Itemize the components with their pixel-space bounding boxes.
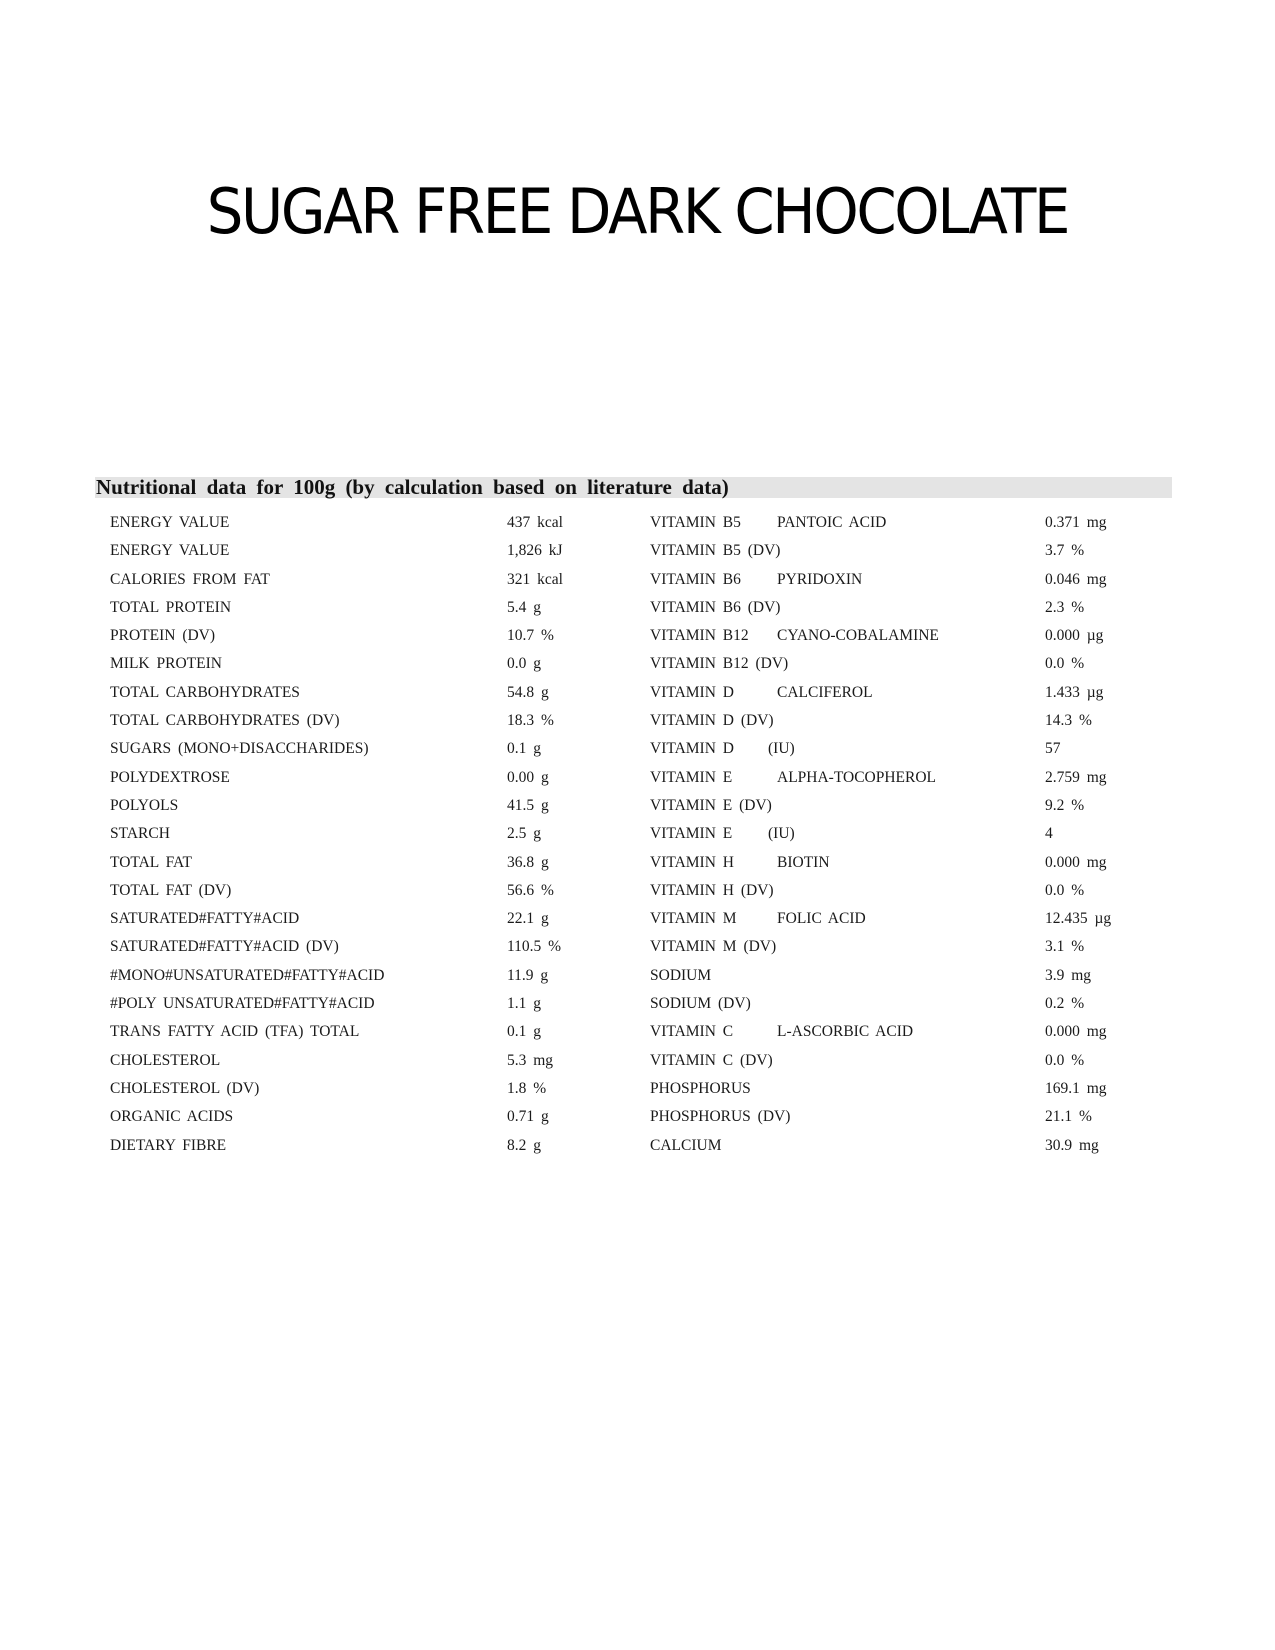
right-nutrient-value: 2.759 mg xyxy=(1045,768,1107,786)
table-header-title: Nutritional data for 100g (by calculation based on literature data) xyxy=(96,475,729,499)
right-nutrient-label: VITAMIN C xyxy=(650,1023,734,1041)
left-nutrient-label: DIETARY FIBRE xyxy=(110,1136,227,1154)
table-row xyxy=(0,877,1275,905)
left-nutrient-label: TOTAL FAT (DV) xyxy=(110,881,232,899)
right-nutrient-sublabel: PANTOIC ACID xyxy=(777,514,887,531)
right-nutrient-sublabel: CALCIFEROL xyxy=(777,683,873,701)
left-nutrient-label: SATURATED#FATTY#ACID xyxy=(110,910,300,928)
right-nutrient-label: PHOSPHORUS (DV) xyxy=(650,1108,791,1126)
table-row xyxy=(0,1132,1275,1160)
table-row xyxy=(0,820,1275,848)
left-nutrient-value: 10.7 % xyxy=(507,627,554,645)
left-nutrient-label: POLYDEXTROSE xyxy=(110,768,230,786)
right-nutrient-value: 4 xyxy=(1045,825,1053,843)
left-nutrient-value: 18.3 % xyxy=(507,712,554,730)
table-row xyxy=(0,1018,1275,1046)
right-nutrient-value: 9.2 % xyxy=(1045,796,1085,814)
right-nutrient-label: VITAMIN B5 (DV) xyxy=(650,542,781,560)
table-row xyxy=(0,1103,1275,1131)
right-nutrient-label: SODIUM (DV) xyxy=(650,995,751,1013)
table-row xyxy=(0,622,1275,650)
left-nutrient-value: 0.00 g xyxy=(507,768,549,786)
right-nutrient-sublabel: FOLIC ACID xyxy=(777,910,866,928)
right-nutrient-value: 12.435 µg xyxy=(1045,910,1112,928)
table-row xyxy=(0,679,1275,707)
right-nutrient-sublabel: PYRIDOXIN xyxy=(777,570,863,588)
right-nutrient-value: 0.0 % xyxy=(1045,655,1085,673)
right-nutrient-value: 21.1 % xyxy=(1045,1108,1092,1126)
right-nutrient-label: VITAMIN E (DV) xyxy=(650,796,772,814)
left-nutrient-value: 5.3 mg xyxy=(507,1051,554,1069)
right-nutrient-value: 0.0 % xyxy=(1045,881,1085,899)
left-nutrient-label: ENERGY VALUE xyxy=(110,542,230,560)
right-nutrient-label: CALCIUM xyxy=(650,1136,722,1154)
table-row xyxy=(0,509,1275,537)
right-nutrient-label: VITAMIN M xyxy=(650,910,737,928)
right-nutrient-label: VITAMIN B6 xyxy=(650,570,741,588)
right-nutrient-label: SODIUM xyxy=(650,966,712,984)
right-nutrient-sublabel: (IU) xyxy=(768,825,795,843)
table-row xyxy=(0,650,1275,678)
left-nutrient-value: 0.1 g xyxy=(507,740,541,758)
right-nutrient-sublabel: (IU) xyxy=(768,740,795,758)
right-nutrient-value: 0.000 mg xyxy=(1045,1023,1107,1041)
right-nutrient-value: 0.000 µg xyxy=(1045,627,1104,645)
right-nutrient-sublabel: L-ASCORBIC ACID xyxy=(777,1023,914,1041)
right-nutrient-value: 1.433 µg xyxy=(1045,683,1104,701)
right-nutrient-label: VITAMIN H xyxy=(650,853,734,871)
left-nutrient-value: 0.1 g xyxy=(507,1023,541,1041)
table-row xyxy=(0,707,1275,735)
table-row xyxy=(0,594,1275,622)
left-nutrient-value: 110.5 % xyxy=(507,938,562,956)
right-nutrient-label: VITAMIN D (DV) xyxy=(650,712,774,730)
right-nutrient-sublabel: ALPHA-TOCOPHEROL xyxy=(777,768,937,786)
left-nutrient-label: TRANS FATTY ACID (TFA) TOTAL xyxy=(110,1023,360,1041)
right-nutrient-label: VITAMIN E xyxy=(650,825,733,843)
right-nutrient-label: VITAMIN M (DV) xyxy=(650,938,777,956)
left-nutrient-value: 56.6 % xyxy=(507,881,554,899)
left-nutrient-value: 1,826 kJ xyxy=(507,542,563,560)
left-nutrient-value: 22.1 g xyxy=(507,910,549,928)
left-nutrient-label: PROTEIN (DV) xyxy=(110,627,216,645)
right-nutrient-value: 0.371 mg xyxy=(1045,514,1107,531)
left-nutrient-value: 11.9 g xyxy=(507,966,549,984)
right-nutrient-label: VITAMIN D xyxy=(650,683,734,701)
table-row xyxy=(0,962,1275,990)
right-nutrient-label: VITAMIN D xyxy=(650,740,734,758)
left-nutrient-label: #POLY UNSATURATED#FATTY#ACID xyxy=(110,995,375,1013)
left-nutrient-label: TOTAL CARBOHYDRATES xyxy=(110,683,300,701)
right-nutrient-value: 57 xyxy=(1045,740,1061,758)
table-row xyxy=(0,1075,1275,1103)
left-nutrient-label: CHOLESTEROL (DV) xyxy=(110,1079,260,1097)
left-nutrient-label: #MONO#UNSATURATED#FATTY#ACID xyxy=(110,966,385,984)
left-nutrient-value: 1.8 % xyxy=(507,1079,547,1097)
table-row xyxy=(0,1047,1275,1075)
left-nutrient-label: TOTAL FAT xyxy=(110,853,192,871)
right-nutrient-value: 2.3 % xyxy=(1045,598,1085,616)
left-nutrient-value: 0.0 g xyxy=(507,655,541,673)
right-nutrient-value: 3.9 mg xyxy=(1045,966,1092,984)
right-nutrient-value: 14.3 % xyxy=(1045,712,1092,730)
left-nutrient-value: 41.5 g xyxy=(507,796,549,814)
right-nutrient-label: VITAMIN C (DV) xyxy=(650,1051,773,1069)
right-nutrient-value: 3.7 % xyxy=(1045,542,1085,560)
left-nutrient-label: CALORIES FROM FAT xyxy=(110,570,270,588)
left-nutrient-value: 0.71 g xyxy=(507,1108,549,1126)
right-nutrient-value: 30.9 mg xyxy=(1045,1136,1099,1154)
right-nutrient-label: VITAMIN B6 (DV) xyxy=(650,598,781,616)
table-row xyxy=(0,933,1275,961)
left-nutrient-value: 2.5 g xyxy=(507,825,541,843)
table-row xyxy=(0,905,1275,933)
left-nutrient-value: 5.4 g xyxy=(507,598,541,616)
page-title: SUGAR FREE DARK CHOCOLATE xyxy=(206,175,1069,248)
left-nutrient-value: 437 kcal xyxy=(507,514,563,531)
right-nutrient-value: 0.046 mg xyxy=(1045,570,1107,588)
left-nutrient-value: 36.8 g xyxy=(507,853,549,871)
table-row xyxy=(0,566,1275,594)
right-nutrient-value: 0.0 % xyxy=(1045,1051,1085,1069)
right-nutrient-label: VITAMIN B12 (DV) xyxy=(650,655,789,673)
table-row xyxy=(0,849,1275,877)
left-nutrient-label: CHOLESTEROL xyxy=(110,1051,221,1069)
right-nutrient-value: 169.1 mg xyxy=(1045,1079,1107,1097)
left-nutrient-value: 54.8 g xyxy=(507,683,549,701)
left-nutrient-label: STARCH xyxy=(110,825,170,843)
left-nutrient-value: 1.1 g xyxy=(507,995,541,1013)
right-nutrient-label: VITAMIN E xyxy=(650,768,733,786)
left-nutrient-label: ORGANIC ACIDS xyxy=(110,1108,234,1126)
table-row xyxy=(0,792,1275,820)
nutrition-table xyxy=(0,509,1275,1160)
left-nutrient-label: SUGARS (MONO+DISACCHARIDES) xyxy=(110,740,369,758)
left-nutrient-label: SATURATED#FATTY#ACID (DV) xyxy=(110,938,339,956)
left-nutrient-label: POLYOLS xyxy=(110,796,179,814)
table-row xyxy=(0,735,1275,763)
right-nutrient-label: PHOSPHORUS xyxy=(650,1079,751,1097)
table-row xyxy=(0,537,1275,565)
right-nutrient-label: VITAMIN B12 xyxy=(650,627,749,645)
left-nutrient-label: TOTAL CARBOHYDRATES (DV) xyxy=(110,712,340,730)
right-nutrient-label: VITAMIN B5 xyxy=(650,514,741,531)
left-nutrient-label: ENERGY VALUE xyxy=(110,514,230,531)
left-nutrient-label: MILK PROTEIN xyxy=(110,655,222,673)
left-nutrient-value: 8.2 g xyxy=(507,1136,541,1154)
right-nutrient-label: VITAMIN H (DV) xyxy=(650,881,774,899)
right-nutrient-value: 0.2 % xyxy=(1045,995,1085,1013)
table-row xyxy=(0,990,1275,1018)
right-nutrient-sublabel: CYANO-COBALAMINE xyxy=(777,627,939,645)
right-nutrient-value: 0.000 mg xyxy=(1045,853,1107,871)
right-nutrient-value: 3.1 % xyxy=(1045,938,1085,956)
table-row xyxy=(0,764,1275,792)
right-nutrient-sublabel: BIOTIN xyxy=(777,853,830,871)
left-nutrient-value: 321 kcal xyxy=(507,570,563,588)
left-nutrient-label: TOTAL PROTEIN xyxy=(110,598,232,616)
